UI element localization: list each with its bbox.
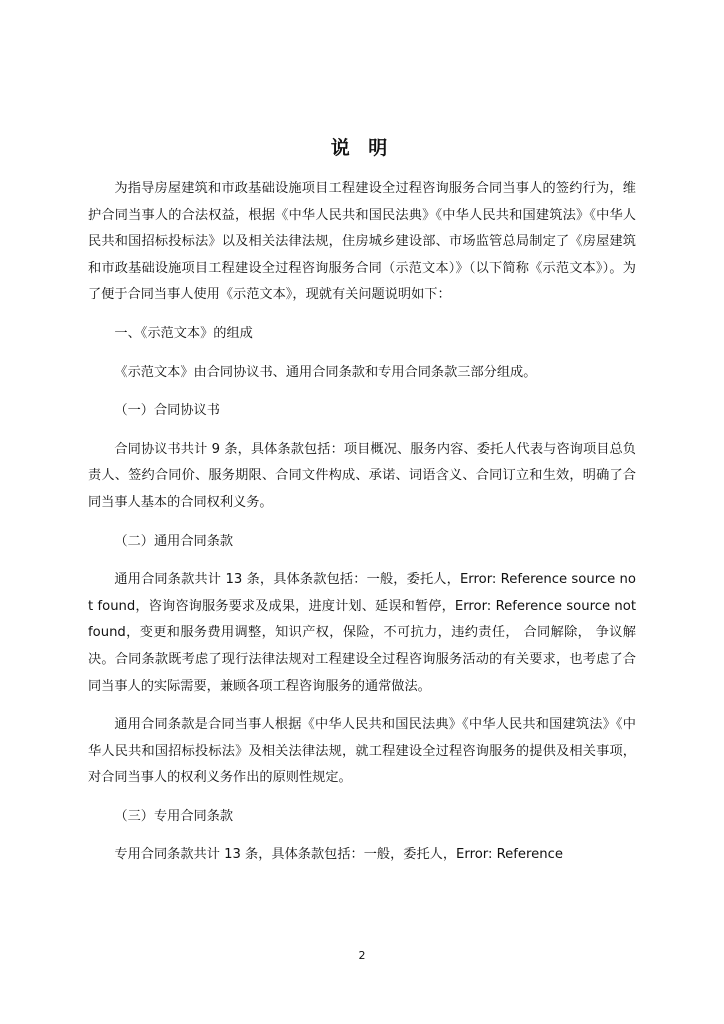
special-terms-paragraph: 专用合同条款共计 13 条，具体条款包括：一般，委托人，Error: Reference bbox=[114, 847, 564, 863]
subheading-special-terms: （三）专用合同条款 bbox=[114, 808, 234, 824]
intro-paragraph: 为指导房屋建筑和市政基础设施项目工程建设全过程咨询服务合同当事人的签约行为，维护合同当事人的合法权益，根据《中华人民共和国民法典》《中华人民共和国建筑法》《中华人民共和国招标投标法》以及相关法律法规，住房城乡建设部、市场监管总局制定了《房屋建筑和市政基础设施项目工程建设全过程咨询服务合同（示范文本）》（以下简称《示范文本》）。为了便于合同当事人使用《示范文本》，现就有关问题说明如下： bbox=[88, 181, 636, 303]
composition-paragraph: 《示范文本》由合同协议书、通用合同条款和专用合同条款三部分组成。 bbox=[114, 364, 537, 380]
section-heading-composition: 一、《示范文本》的组成 bbox=[114, 325, 253, 341]
document-title: 说 明 bbox=[330, 137, 394, 159]
page-number: 2 bbox=[358, 949, 366, 962]
general-terms-paragraph: 通用合同条款共计 13 条，具体条款包括：一般，委托人，Error: Reference source not found，咨询咨询服务要求及成果，进度计划、延误和暂停，Error: Reference source not found，变更和服务费用调整，知识产权，保险，不可抗力，违约责任， 合同解除， 争议解决。合同条款既考虑了现行法律法规对工程建设全过程咨询服务活动的有关要求，也考虑了合同当事人的实际需要，兼顾各项工程咨询服务的通常做法。 bbox=[88, 572, 636, 694]
document-body bbox=[88, 176, 636, 869]
document-page bbox=[88, 0, 636, 1024]
subheading-agreement: （一）合同协议书 bbox=[114, 403, 220, 419]
agreement-paragraph: 合同协议书共计 9 条，具体条款包括：项目概况、服务内容、委托人代表与咨询项目总负责人、签约合同价、服务期限、合同文件构成、承诺、词语含义、合同订立和生效，明确了合同当事人基本的合同权利义务。 bbox=[88, 441, 636, 510]
general-terms-basis-paragraph: 通用合同条款是合同当事人根据《中华人民共和国民法典》《中华人民共和国建筑法》《中华人民共和国招标投标法》及相关法律法规，就工程建设全过程咨询服务的提供及相关事项，对合同当事人的权利义务作出的原则性规定。 bbox=[88, 717, 636, 786]
subheading-general-terms: （二）通用合同条款 bbox=[114, 533, 234, 549]
